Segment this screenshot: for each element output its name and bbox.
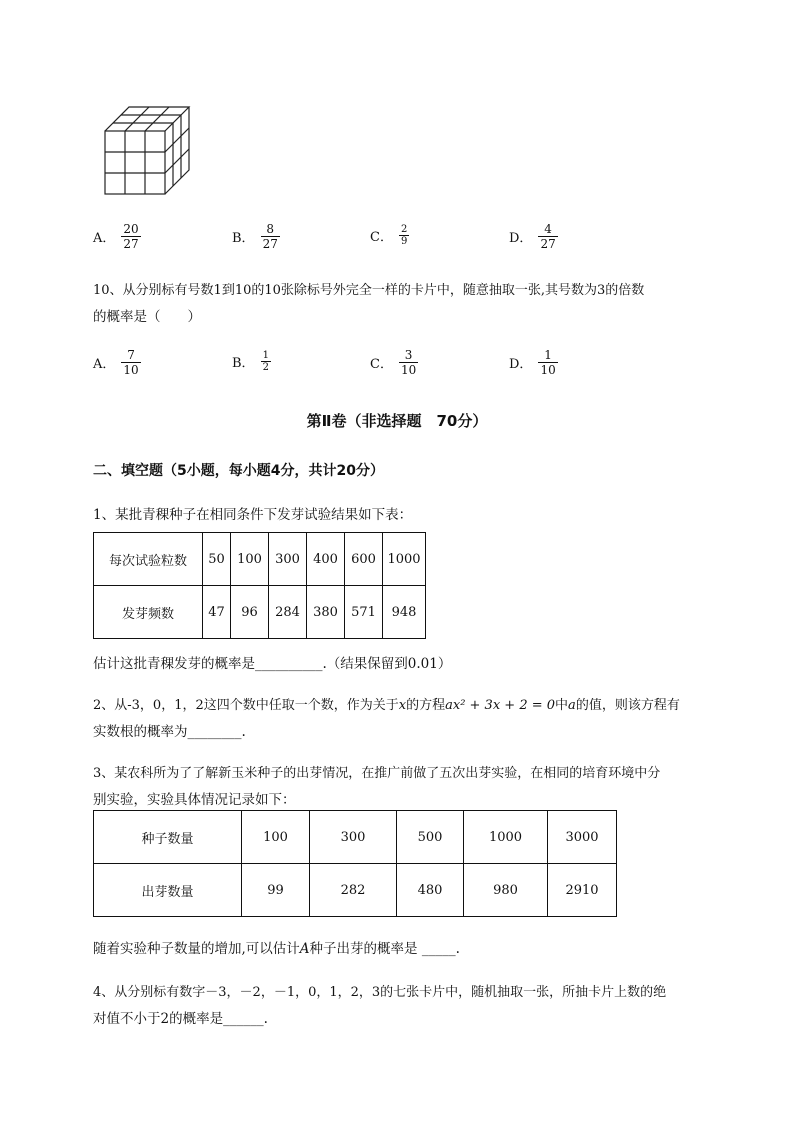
table-row [94, 586, 426, 639]
table-cell: 种子数量 [94, 811, 242, 864]
table-cell: 100 [231, 533, 269, 586]
fill-blank-heading: 二、填空题（5小题，每小题4分，共计20分） [93, 463, 384, 479]
table-cell: 400 [307, 533, 345, 586]
table-cell: 出芽数量 [94, 864, 242, 917]
fill1-intro: 1、某批青稞种子在相同条件下发芽试验结果如下表： [93, 507, 413, 523]
q9-option-b: B． $\frac{8}{27}$ [232, 222, 278, 251]
table-cell: 1000 [383, 533, 426, 586]
fill4-line2: 对值不小于2的概率是______. [93, 1011, 268, 1027]
table-cell: 300 [310, 811, 397, 864]
table-cell: 948 [383, 586, 426, 639]
q10-line2: 的概率是（ ） [93, 309, 201, 325]
table-cell: 1000 [464, 811, 548, 864]
fill3-line2: 别实验，实验具体情况记录如下： [93, 792, 296, 808]
table-cell: 600 [345, 533, 383, 586]
fill1-table [93, 532, 426, 639]
cube-figure [100, 104, 196, 198]
fraction: $\frac{8}{27}$ [262, 222, 278, 251]
fill1-after: 估计这批青稞发芽的概率是__________.（结果保留到0.01） [93, 656, 452, 672]
table-cell: 500 [397, 811, 464, 864]
table-cell: 47 [203, 586, 231, 639]
table-cell: 50 [203, 533, 231, 586]
q9-option-d: D． $\frac{4}{27}$ [509, 222, 556, 251]
table-cell: 每次试验粒数 [94, 533, 203, 586]
q10-option-b: B． $\frac{1}{2}$ [232, 350, 269, 373]
fill2-line1: 2、从-3，0，1，2这四个数中任取一个数，作为关于x的方程ax² + 3x + 2 = 0中a的值，则该方程有 [93, 698, 680, 713]
fraction: $\frac{4}{27}$ [540, 222, 556, 251]
q9-option-a: A． $\frac{20}{27}$ [93, 222, 139, 251]
q9-option-c: C． $\frac{2}{9}$ [370, 224, 408, 247]
section-title: 第Ⅱ卷（非选择题 70分） [306, 412, 488, 430]
fraction: $\frac{1}{2}$ [262, 350, 269, 373]
table-cell: 96 [231, 586, 269, 639]
table-cell: 300 [269, 533, 307, 586]
fill4-line1: 4、从分别标有数字－3，－2，－1，0，1，2，3的七张卡片中，随机抽取一张，所抽卡片上数的绝 [93, 985, 667, 1000]
table-cell: 284 [269, 586, 307, 639]
table-row [94, 533, 426, 586]
fill3-line1: 3、某农科所为了了解新玉米种子的出芽情况，在推广前做了五次出芽实验，在相同的培育环境中分 [93, 766, 661, 781]
table-row [94, 864, 617, 917]
q10-line1: 10、从分别标有号数1到10的10张除标号外完全一样的卡片中，随意抽取一张,其号数为3的倍数 [93, 283, 645, 298]
table-row [94, 811, 617, 864]
q10-option-a: A． $\frac{7}{10}$ [93, 348, 139, 377]
table-cell: 2910 [548, 864, 617, 917]
q10-option-d: D． $\frac{1}{10}$ [509, 348, 556, 377]
table-cell: 980 [464, 864, 548, 917]
fill3-after: 随着实验种子数量的增加,可以估计A种子出芽的概率是 _____. [93, 941, 460, 957]
table-cell: 发芽频数 [94, 586, 203, 639]
fraction: $\frac{1}{10}$ [540, 348, 556, 377]
table-cell: 99 [242, 864, 310, 917]
table-cell: 380 [307, 586, 345, 639]
fill3-table [93, 810, 617, 917]
table-cell: 282 [310, 864, 397, 917]
fraction: $\frac{7}{10}$ [123, 348, 139, 377]
table-cell: 480 [397, 864, 464, 917]
table-cell: 3000 [548, 811, 617, 864]
table-cell: 571 [345, 586, 383, 639]
fraction: $\frac{2}{9}$ [400, 224, 408, 247]
table-cell: 100 [242, 811, 310, 864]
q10-option-c: C． $\frac{3}{10}$ [370, 348, 417, 377]
fraction: $\frac{20}{27}$ [123, 222, 139, 251]
fill2-line2: 实数根的概率为________. [93, 724, 246, 740]
fraction: $\frac{3}{10}$ [400, 348, 417, 377]
